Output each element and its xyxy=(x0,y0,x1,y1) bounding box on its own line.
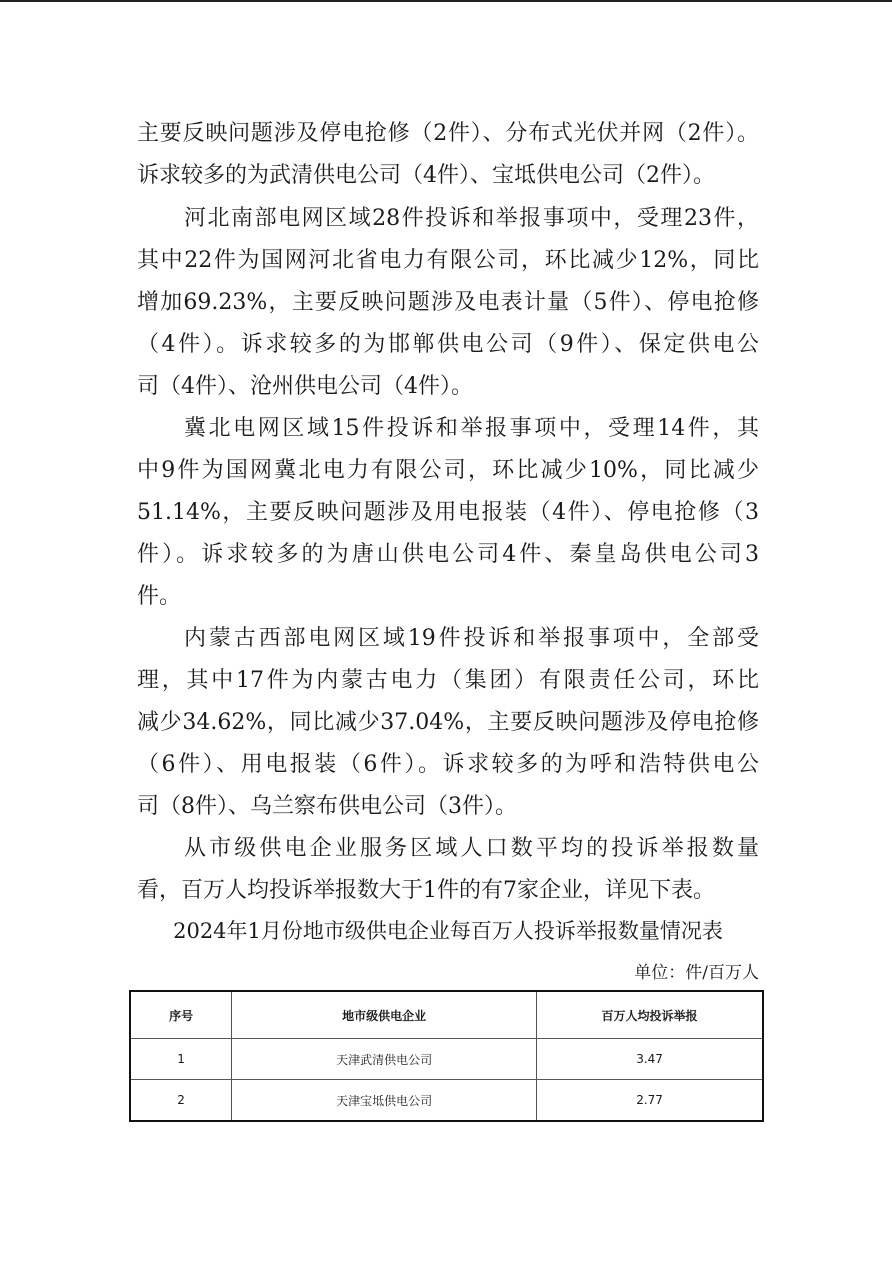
paragraph-line: 冀北电网区域15件投诉和举报事项中，受理14件，其 xyxy=(184,416,759,441)
cell-value: 2.77 xyxy=(537,1080,763,1122)
cell-company: 天津武清供电公司 xyxy=(232,1039,537,1080)
cell-company: 天津宝坻供电公司 xyxy=(232,1080,537,1122)
table-row xyxy=(130,1039,763,1080)
paragraph-line: 从市级供电企业服务区域人口数平均的投诉举报数量 xyxy=(184,836,759,861)
paragraph-line: 增加69.23%，主要反映问题涉及电表计量（5件）、停电抢修 xyxy=(137,290,759,315)
paragraph-line: 司（8件）、乌兰察布供电公司（3件）。 xyxy=(137,794,517,819)
cell-index: 1 xyxy=(130,1039,232,1080)
paragraph-line: （6件）、用电报装（6件）。诉求较多的为呼和浩特供电公 xyxy=(137,752,759,777)
cell-value: 3.47 xyxy=(537,1039,763,1080)
paragraph-line: 内蒙古西部电网区域19件投诉和举报事项中，全部受 xyxy=(184,626,759,651)
paragraph-line: 减少34.62%，同比减少37.04%，主要反映问题涉及停电抢修 xyxy=(137,710,759,735)
paragraph-line: 河北南部电网区域28件投诉和举报事项中，受理23件， xyxy=(184,206,759,231)
table-header-row xyxy=(130,991,763,1039)
table-unit-label: 单位：件/百万人 xyxy=(634,963,759,983)
paragraph-line: 司（4件）、沧州供电公司（4件）。 xyxy=(137,374,473,399)
table-caption: 2024年1月份地市级供电企业每百万人投诉举报数量情况表 xyxy=(173,919,723,943)
paragraph-line: 诉求较多的为武清供电公司（4件）、宝坻供电公司（2件）。 xyxy=(137,163,715,188)
paragraph-line: 件。 xyxy=(137,584,182,609)
page-top-border xyxy=(0,0,892,2)
column-header-index: 序号 xyxy=(130,991,232,1039)
column-header-per-million: 百万人均投诉举报 xyxy=(537,991,763,1039)
complaints-per-million-table xyxy=(129,990,764,1122)
cell-index: 2 xyxy=(130,1080,232,1122)
column-header-company: 地市级供电企业 xyxy=(232,991,537,1039)
paragraph-line: 中9件为国网冀北电力有限公司，环比减少10%，同比减少 xyxy=(137,458,759,483)
table-row xyxy=(130,1080,763,1122)
paragraph-line: 理，其中17件为内蒙古电力（集团）有限责任公司，环比 xyxy=(137,668,759,693)
paragraph-line: 51.14%，主要反映问题涉及用电报装（4件）、停电抢修（3 xyxy=(137,500,759,525)
paragraph-line: 其中22件为国网河北省电力有限公司，环比减少12%，同比 xyxy=(137,248,759,273)
paragraph-line: 主要反映问题涉及停电抢修（2件）、分布式光伏并网（2件）。 xyxy=(137,121,759,146)
paragraph-line: 看，百万人均投诉举报数大于1件的有7家企业，详见下表。 xyxy=(137,878,715,903)
paragraph-line: （4件）。诉求较多的为邯郸供电公司（9件）、保定供电公 xyxy=(137,332,759,357)
paragraph-line: 件）。诉求较多的为唐山供电公司4件、秦皇岛供电公司3 xyxy=(137,542,759,567)
